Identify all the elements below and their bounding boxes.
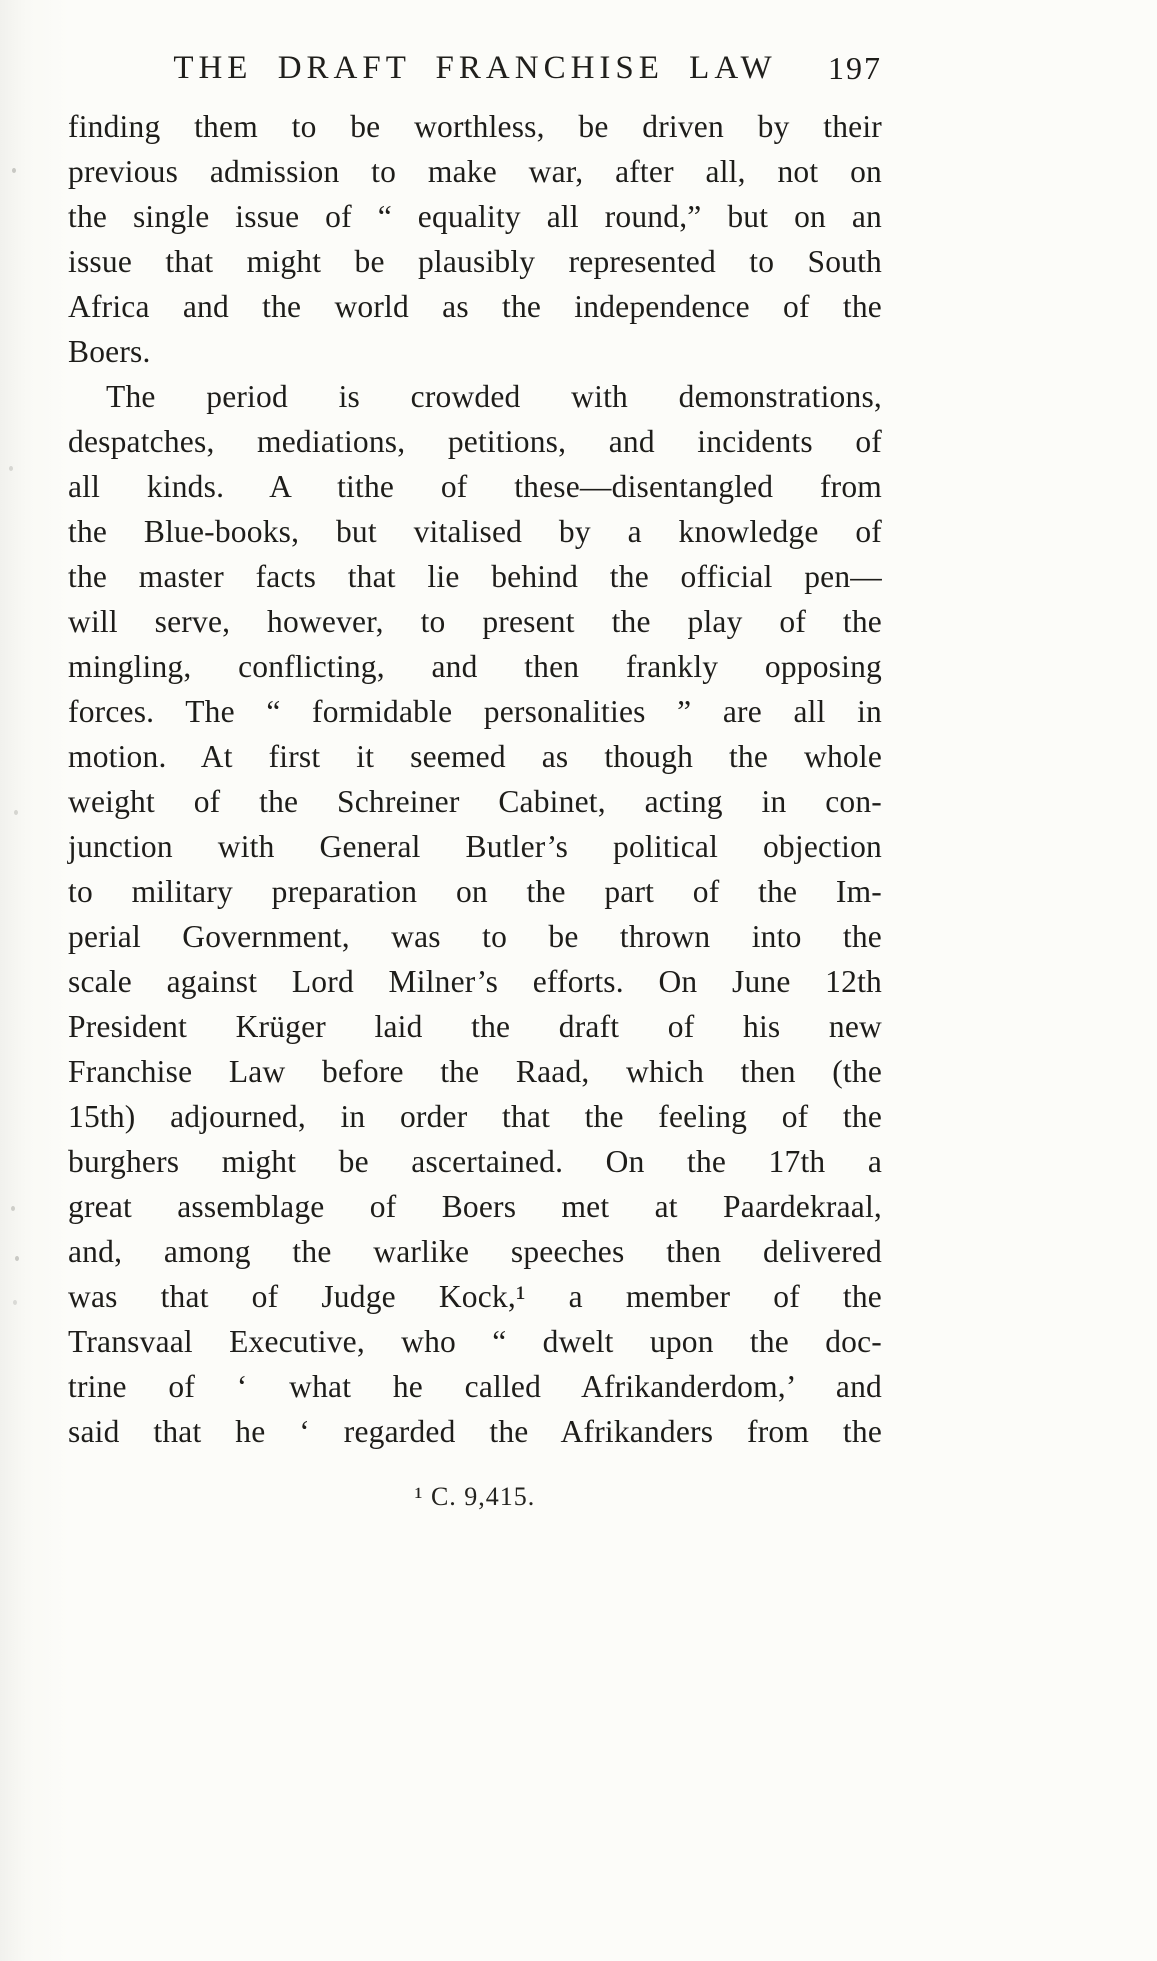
text-line: all kinds. A tithe of these—disentangled from <box>68 469 882 504</box>
text-line: Africa and the world as the independence of the <box>68 289 882 324</box>
text-line: President Krüger laid the draft of his new <box>68 1009 882 1044</box>
text-line: scale against Lord Milner’s efforts. On June 12th <box>68 964 882 999</box>
text-line: the Blue-books, but vitalised by a knowledge of <box>68 514 882 549</box>
page-number: 197 <box>828 50 882 86</box>
text-line: burghers might be ascertained. On the 17th a <box>68 1144 882 1179</box>
scan-artifact-dots <box>12 168 16 173</box>
text-line: great assemblage of Boers met at Paardekraal, <box>68 1189 882 1224</box>
body-paragraphs <box>68 104 882 1454</box>
text-line: despatches, mediations, petitions, and incidents of <box>68 424 882 459</box>
text-line: previous admission to make war, after all, not on <box>68 154 882 189</box>
paragraph <box>68 374 882 1454</box>
paragraph <box>68 104 882 374</box>
text-line: motion. At first it seemed as though the whole <box>68 739 882 774</box>
text-line: will serve, however, to present the play of the <box>68 604 882 639</box>
text-line: was that of Judge Kock,¹ a member of the <box>68 1279 882 1314</box>
page-title: THE DRAFT FRANCHISE LAW <box>173 50 777 86</box>
text-line: the single issue of “ equality all round,” but on an <box>68 199 882 234</box>
text-line: said that he ‘ regarded the Afrikanders from the <box>68 1414 882 1449</box>
text-line: and, among the warlike speeches then delivered <box>68 1234 882 1269</box>
text-line: the master facts that lie behind the official pen— <box>68 559 882 594</box>
text-line: mingling, conflicting, and then frankly opposing <box>68 649 882 684</box>
text-line: Franchise Law before the Raad, which then (the <box>68 1054 882 1089</box>
text-line: perial Government, was to be thrown into the <box>68 919 882 954</box>
text-line: The period is crowded with demonstrations, <box>106 379 882 414</box>
text-line: Boers. <box>68 334 151 369</box>
footnote: ¹ C. 9,415. <box>414 1482 536 1511</box>
text-line: finding them to be worthless, be driven by their <box>68 109 882 144</box>
text-line: junction with General Butler’s political objection <box>68 829 882 864</box>
running-head <box>68 46 882 90</box>
text-line: trine of ‘ what he called Afrikanderdom,’ and <box>68 1369 882 1404</box>
text-line: Transvaal Executive, who “ dwelt upon the doc- <box>68 1324 882 1359</box>
text-line: weight of the Schreiner Cabinet, acting in con- <box>68 784 882 819</box>
text-line: 15th) adjourned, in order that the feeling of the <box>68 1099 882 1134</box>
text-line: to military preparation on the part of the Im- <box>68 874 882 909</box>
text-line: issue that might be plausibly represented to South <box>68 244 882 279</box>
text-line: forces. The “ formidable personalities ” are all in <box>68 694 882 729</box>
text-block <box>68 46 882 1454</box>
